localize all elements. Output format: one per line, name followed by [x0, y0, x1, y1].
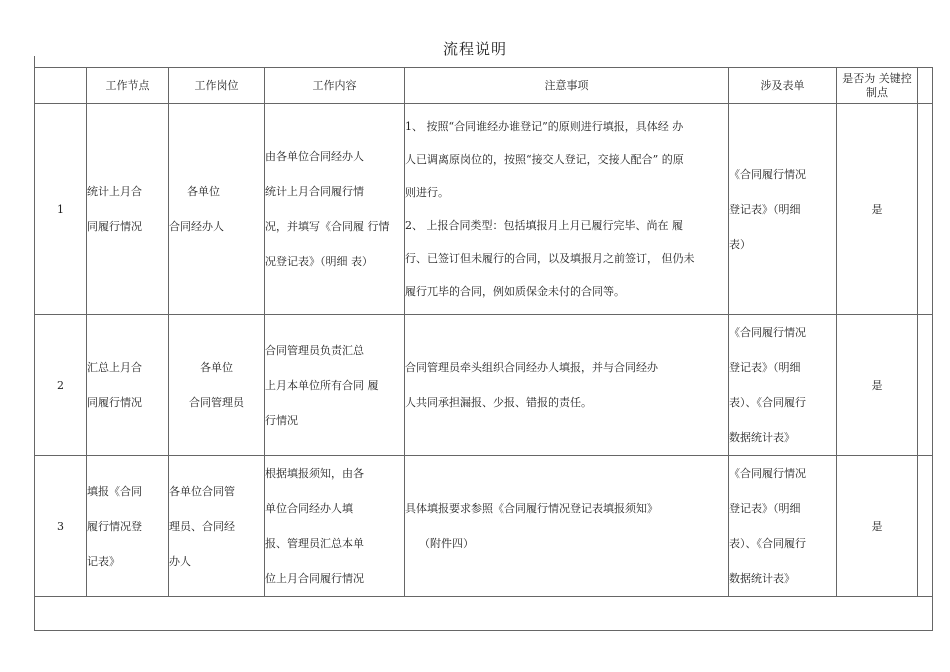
table-row — [35, 456, 933, 597]
notes-cell: 1、 按照“合同谁经办谁登记”的原则进行填报，具体经 办 人已调离原岗位的，按照“接交人登记，交接人配合” 的原 则进行。 2、 上报合同类型：包括填报月上月已履行完毕、尚在 履 行、已签订但未履行的合同，以及填报月之前签订， 但仍未 履行兀毕的合同，例如质保金未付的合同等。 — [405, 104, 729, 315]
table-header-row — [35, 68, 933, 104]
notes-cell: 合同管理员牵头组织合同经办人填报，并与合同经办 人共同承担漏报、少报、错报的责任。 — [405, 315, 729, 456]
table-empty-row — [35, 597, 933, 631]
forms-cell: 《合同履行情况 登记表》（明细 表） — [729, 104, 837, 315]
forms-cell: 《合同履行情况 登记表》（明细 表）、《合同履行 数据统计表》 — [729, 315, 837, 456]
table-border-stub — [34, 56, 35, 67]
work-post-cell: 各单位合同管 理员、合同经 办人 — [169, 456, 265, 597]
key-control-cell: 是 — [837, 104, 918, 315]
header-extra — [918, 68, 933, 104]
row-number: 3 — [35, 456, 87, 597]
extra-cell — [918, 315, 933, 456]
key-control-cell: 是 — [837, 315, 918, 456]
work-node-cell: 填报《合同 履行情况登 记表》 — [87, 456, 169, 597]
empty-cell — [35, 597, 933, 631]
process-table — [34, 67, 933, 631]
header-node: 工作节点 — [87, 68, 169, 104]
row-number: 1 — [35, 104, 87, 315]
header-index — [35, 68, 87, 104]
header-key-control: 是否为 关键控制点 — [837, 68, 918, 104]
header-content: 工作内容 — [265, 68, 405, 104]
work-post-cell: 各单位 合同管理员 — [169, 315, 265, 456]
table-row — [35, 315, 933, 456]
notes-cell: 具体填报要求参照《合同履行情况登记表填报须知》 （附件四） — [405, 456, 729, 597]
header-forms: 涉及表单 — [729, 68, 837, 104]
extra-cell — [918, 456, 933, 597]
row-number: 2 — [35, 315, 87, 456]
page-title: 流程说明 — [442, 40, 507, 58]
work-node-cell: 汇总上月合 同履行情况 — [87, 315, 169, 456]
extra-cell — [918, 104, 933, 315]
work-content-cell: 根据填报须知，由各 单位合同经办人填 报、管理员汇总本单 位上月合同履行情况 — [265, 456, 405, 597]
work-node-cell: 统计上月合 同履行情况 — [87, 104, 169, 315]
header-notes: 注意事项 — [405, 68, 729, 104]
work-post-cell: 各单位 合同经办人 — [169, 104, 265, 315]
work-content-cell: 合同管理员负责汇总 上月本单位所有合同 履 行情况 — [265, 315, 405, 456]
work-content-cell: 由各单位合同经办人 统计上月合同履行情 况，并填写《合同履 行情 况登记表》（明细 表） — [265, 104, 405, 315]
table-row — [35, 104, 933, 315]
forms-cell: 《合同履行情况 登记表》（明细 表）、《合同履行 数据统计表》 — [729, 456, 837, 597]
header-post: 工作岗位 — [169, 68, 265, 104]
key-control-cell: 是 — [837, 456, 918, 597]
